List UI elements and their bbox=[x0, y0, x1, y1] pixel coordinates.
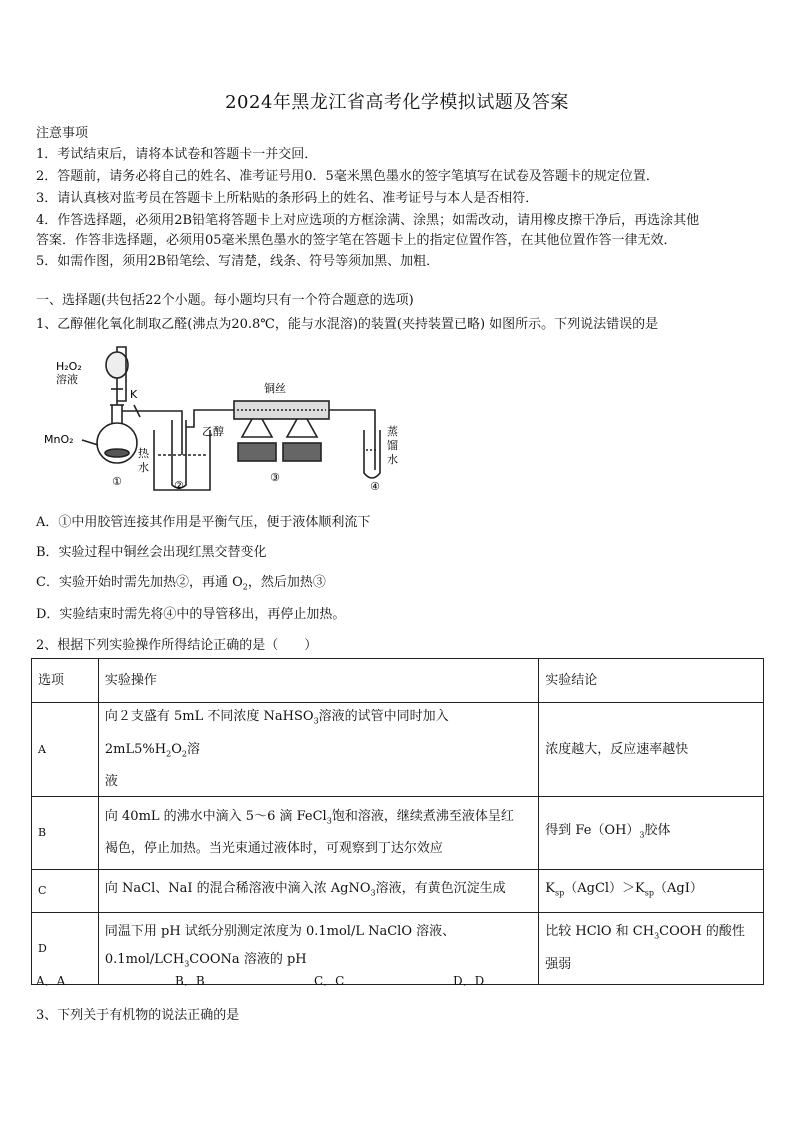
notice-heading: 注意事项 bbox=[36, 126, 89, 141]
notice-item: 3．请认真核对监考员在答题卡上所粘贴的条形码上的姓名、准考证号与本人是否相符． bbox=[36, 191, 539, 206]
notice-item: 2．答题前，请务必将自己的姓名、准考证号用0．5毫米黑色墨水的签字笔填写在试卷及答题卡的规定位置． bbox=[36, 169, 659, 184]
row-conclusion: 浓度越大，反应速率越快 bbox=[539, 703, 764, 797]
table-row bbox=[32, 703, 764, 797]
row-operation: 向２支盛有 5mL 不同浓度 NaHSO$_3$溶液的试管中同时加入 $2mL5\%H_2O_2$溶 液 bbox=[98, 703, 538, 797]
fig-label-distilled: 水 bbox=[387, 453, 398, 466]
fig-label-ethanol: 乙醇 bbox=[202, 425, 224, 438]
notice-item: 5．如需作图，须用2B铅笔绘、写清楚，线条、符号等须加黑、加粗． bbox=[36, 254, 440, 269]
fig-label-copper: 铜丝 bbox=[264, 382, 286, 395]
q2-answer-a: A．A bbox=[36, 974, 66, 988]
fig-label-hot: 热 bbox=[138, 447, 149, 460]
fig-label-h2o2: H₂O₂ bbox=[56, 360, 82, 373]
row-conclusion: 比较 HClO 和 $CH_3COOH$ 的酸性强弱 bbox=[539, 913, 764, 985]
row-operation: 同温下用 pH 试纸分别测定浓度为 0.1mol/L NaClO 溶液、 $0.1mol/LCH_3COONa$ 溶液的 pH bbox=[98, 913, 538, 985]
fig-label-k: K bbox=[130, 388, 138, 401]
table-row bbox=[32, 870, 764, 913]
fig-label-distilled: 蒸 bbox=[387, 425, 398, 438]
q2-answer-c: C．C bbox=[314, 974, 345, 988]
q2-table bbox=[31, 658, 764, 985]
fig-label-water: 水 bbox=[138, 461, 149, 474]
table-header: 实验操作 bbox=[98, 659, 538, 703]
fig-label-solution: 溶液 bbox=[56, 373, 78, 386]
q1-option-a: A．①中用胶管连接其作用是平衡气压，便于液体顺利流下 bbox=[36, 515, 371, 530]
notice-item: 答案．作答非选择题，必须用05毫米黑色墨水的签字笔在答题卡上的指定位置作答，在其他位置作答一律无效． bbox=[36, 233, 677, 248]
fig-label-2: ② bbox=[174, 479, 184, 492]
table-row bbox=[32, 797, 764, 870]
fig-label-4: ④ bbox=[370, 480, 380, 493]
fig-label-distilled: 馏 bbox=[387, 439, 398, 452]
q2-stem: 2、根据下列实验操作所得结论正确的是（ ） bbox=[36, 638, 318, 653]
notice-item: 1．考试结束后，请将本试卷和答题卡一并交回． bbox=[36, 147, 318, 162]
page-title: 2024年黑龙江省高考化学模拟试题及答案 bbox=[225, 92, 569, 113]
row-label: C bbox=[32, 870, 99, 913]
q1-option-d: D．实验结束时需先将④中的导管移出，再停止加热。 bbox=[36, 607, 346, 622]
row-operation: 向 40mL 的沸水中滴入 5～6 滴 FeCl$_3$饱和溶液，继续煮沸至液体呈红 褐色，停止加热。当光束通过液体时，可观察到丁达尔效应 bbox=[98, 797, 538, 870]
table-row bbox=[32, 913, 764, 985]
table-header-row bbox=[32, 659, 764, 703]
row-conclusion: $K_{sp}(AgCl)>K_{sp}(AgI)$ bbox=[539, 870, 764, 913]
q2-answer-b: B．B bbox=[175, 974, 205, 988]
q1-option-c: C．实验开始时需先加热②，再通 $O_2$，然后加热③ bbox=[36, 575, 326, 592]
row-label: B bbox=[32, 797, 99, 870]
q1-stem: 1、乙醇催化氧化制取乙醛(沸点为20.8℃，能与水混溶)的装置(夹持装置已略) 如图所示。下列说法错误的是 bbox=[36, 317, 659, 332]
fig-label-3: ③ bbox=[270, 471, 280, 484]
table-header: 选项 bbox=[32, 659, 99, 703]
q2-answer-d: D．D bbox=[453, 974, 485, 988]
row-label: D bbox=[32, 913, 99, 985]
fig-label-mno2: MnO₂ bbox=[44, 433, 74, 446]
row-operation: 向 NaCl、NaI 的混合稀溶液中滴入浓 AgNO$_3$溶液，有黄色沉淀生成 bbox=[98, 870, 538, 913]
apparatus-diagram bbox=[42, 345, 422, 495]
notice-item: 4．作答选择题，必须用2B铅笔将答题卡上对应选项的方框涂满、涂黑；如需改动，请用橡皮擦干净后，再选涂其他 bbox=[36, 213, 700, 228]
fig-label-1: ① bbox=[112, 475, 122, 488]
q1-option-b: B．实验过程中铜丝会出现红黑交替变化 bbox=[36, 545, 267, 560]
q3-stem: 3、下列关于有机物的说法正确的是 bbox=[36, 1008, 240, 1023]
row-label: A bbox=[32, 703, 99, 797]
section-heading: 一、选择题(共包括22个小题。每小题均只有一个符合题意的选项) bbox=[36, 293, 414, 308]
row-conclusion: 得到 $Fe(OH)_3$胶体 bbox=[539, 797, 764, 870]
table-header: 实验结论 bbox=[539, 659, 764, 703]
